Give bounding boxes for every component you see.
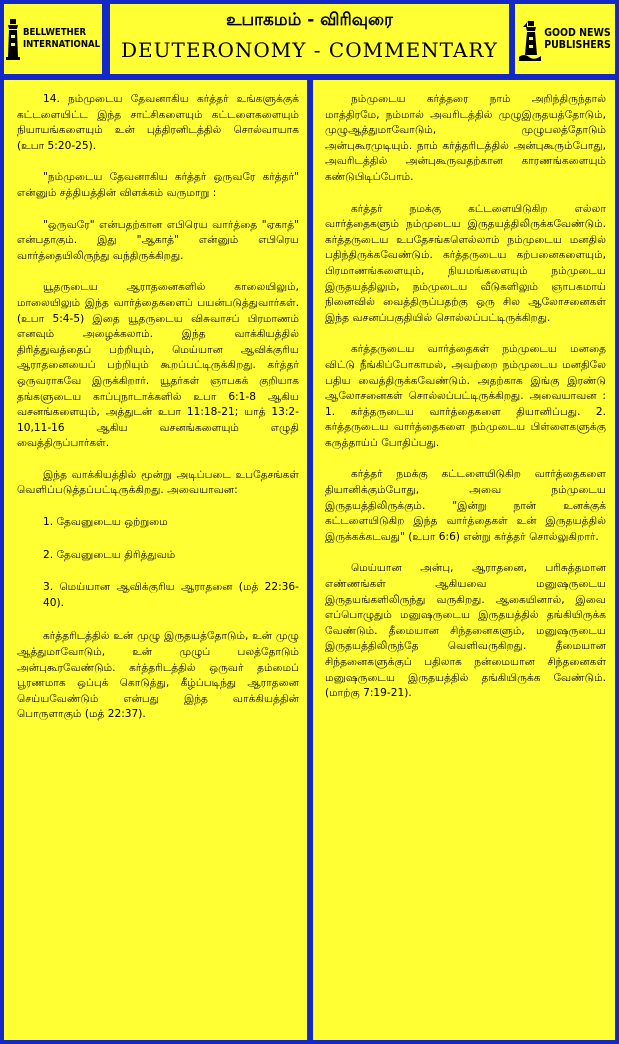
header-title-box — [110, 4, 509, 74]
header-right-logo-box — [515, 4, 615, 74]
paragraph-true-love: மெய்யான அன்பு, ஆராதனை, பரிசுத்தமான எண்ணங்கள் ஆகியவை மனுஷருடைய இருதயங்களிலிருந்து வருகிறது. ஆகையினால், இவை எப்பொழுதும் மனுஷருடைய இருதயத்தில் தங்கியிருக்க வேண்டும். தீமையான சிந்தனைகளும், மனுஷருடைய இருதயத்திலிருந்தே வெளிவருகிறது. தீமையான சிந்தனைகளுக்குப் பதிலாக நன்மையான சிந்தனைகள் மனுஷருடைய இருதயத்தில் தங்கியிருக்க வேண்டும். (மாற்கு 7:19-21). — [325, 562, 606, 700]
lighthouse-icon — [6, 17, 20, 61]
paragraph-love-god: கர்த்தரிடத்தில் உன் முழு இருதயத்தோடும், உன் முழு ஆத்துமாவோடும், உன் முழுப் பலத்தோடும் அன்புகூரவேண்டும். கர்த்தரிடத்தில் ஒருவர் தம்மைப் பூரணமாக ஒப்புக் கொடுத்து, கீழ்ப்படிந்து ஆராதனை செய்யவேண்டும் என்பது இந்த வாக்கியத்தின் பொருளாகும் (மத் 22:37). — [17, 630, 299, 721]
lighthouse-icon — [519, 17, 541, 61]
doctrines-list — [17, 515, 299, 611]
paragraph-two-suggestions: கர்த்தருடைய வார்த்தைகள் நம்முடைய மனதை விட்டு நீங்கிப்போகாமல், அவற்றை நம்முடைய மனதிலே பதிய வைத்திருக்கவேண்டும். அதற்காக இங்கு இரண்டு ஆலோசனைகள் சொல்லப்பட்டிருக்கிறது. அவையாவன : 1. கர்த்தருடைய வார்த்தைகளை தியானிப்பது. 2. கர்த்தருடைய வார்த்தைகளை நம்முடைய பிள்ளைகளுக்கு கருத்தாய்ப் போதிப்பது. — [325, 343, 606, 449]
paragraph-intro: "நம்முடைய தேவனாகிய கர்த்தர் ஒருவரே கர்த்தர்" என்னும் சத்தியத்தின் விளக்கம் வருமாறு : — [17, 171, 299, 199]
left-column — [4, 80, 307, 1040]
title-tamil: உபாகமம் - விரிவுரை — [226, 10, 393, 30]
paragraph-commands-in-heart: கர்த்தர் நமக்கு கட்டளையிடுகிற எல்லா வார்த்தைகளும் நம்முடைய இருதயத்திலிருக்கவேண்டும். கர்த்தருடைய உபதேசங்களெல்லாம் நம்முடைய மனதில் பதிந்திருக்கவேண்டும். கர்த்தருடைய கற்பனைகளையும், பிரமாணங்களையும், நியமங்களையும் நம்முடைய இருதயத்திலும், நம்முடைய வீடுகளிலும் ஞாபகமாய் நினைவில் வைத்திருப்பதற்கு ஒரு சில ஆலோசனைகள் இந்த வசனப்பகுதியில் சொல்லப்பட்டிருக்கிறது. — [325, 202, 606, 324]
logo-line-1: GOOD NEWS — [544, 27, 611, 39]
paragraph-know-god: நம்முடைய கர்த்தரை நாம் அறிந்திருந்தால் மாத்திரமே, நம்மால் அவரிடத்தில் முழுஇருதயத்தோடும், முழுஆத்துமாவோடும், முழுபலத்தோடும் அன்புகூரமுடியும். நாம் கர்த்தரிடத்தில் அன்புகூரும்போது, அவரிடத்தில் அன்புகூருவதற்கான காரணங்களையும் கண்டுபிடிப்போம். — [325, 93, 606, 183]
logo-line-2: INTERNATIONAL — [22, 39, 101, 50]
list-item: 2. தேவனுடைய திரித்துவம் — [43, 548, 176, 561]
paragraph-echad: "ஒருவரே" என்பதற்கான எபிரெய வார்த்தை "ஏகாத்" என்பதாகும். இது "ஆகாத்" என்னும் எபிரெய வார்த்தையிலிருந்து வந்திருக்கிறது. — [17, 218, 299, 262]
right-column — [313, 80, 615, 1040]
paragraph-jewish-worship: யூதருடைய ஆராதனைகளில் காலையிலும், மாலையிலும் இந்த வார்த்தைகளைப் பயன்படுத்துவார்கள். (உபா 5:4-5) இதை யூதருடைய விசுவாசப் பிரமாணம் எனவும் அழைக்கலாம். இந்த வாக்கியத்தில் திரித்துவத்தைப் பற்றியும், மெய்யான ஆவிக்குரிய ஆராதனையைப் பற்றியும் கூறப்பட்டிருக்கிறது. கர்த்தர் ஒருவராகவே இருக்கிறார். யூதர்கள் ஞாபகக் குறியாக தங்களுடைய காப்புநாடாக்களில் உபா 6:1-8 ஆகிய வசனங்களையும், அத்துடன் உபா 11:18-21; யாத் 13:2-10,11-16 ஆகிய வசனங்களையும் எழுதி வைத்திருப்பார்கள். — [17, 281, 299, 450]
list-item: 3. மெய்யான ஆவிக்குரிய ஆராதனை (மத் 22:36-40). — [43, 581, 299, 609]
logo-line-2: PUBLISHERS — [544, 39, 611, 51]
paragraph-three-doctrines: இந்த வாக்கியத்தில் மூன்று அடிப்படை உபதேசங்கள் வெளிப்படுத்தப்பட்டிருக்கிறது. அவையாவன: — [17, 468, 299, 497]
paragraph-verse-14: 14. நம்முடைய தேவனாகிய கர்த்தர் உங்களுக்குக் கட்டளையிட்ட இந்த சாட்சிகளையும் கட்டளைகளையும் நியாயங்களையும் உன் புத்திரனிடத்தில் சொல்வாயாக (உபா 5:20-25). — [17, 93, 299, 152]
list-item: 1. தேவனுடைய ஒற்றுமை — [43, 516, 168, 529]
title-english: DEUTERONOMY - COMMENTARY — [120, 38, 499, 62]
paragraph-meditate: கர்த்தர் நமக்கு கட்டளையிடுகிற வார்த்தைகளை தியானிக்கும்போது, அவை நம்முடைய இருதயத்திலிருக்கும். "இன்று நான் உனக்குக் கட்டளையிடுகிற இந்த வார்த்தைகள் உன் இருதயத்தில் இருக்கக்கடவது" (உபா 6:6) என்று கர்த்தர் சொல்லுகிறார். — [325, 468, 606, 543]
good-news-logo — [515, 4, 615, 74]
logo-line-1: BELLWETHER — [22, 27, 87, 38]
bellwether-logo — [4, 4, 102, 74]
header-left-logo-box — [4, 4, 102, 74]
